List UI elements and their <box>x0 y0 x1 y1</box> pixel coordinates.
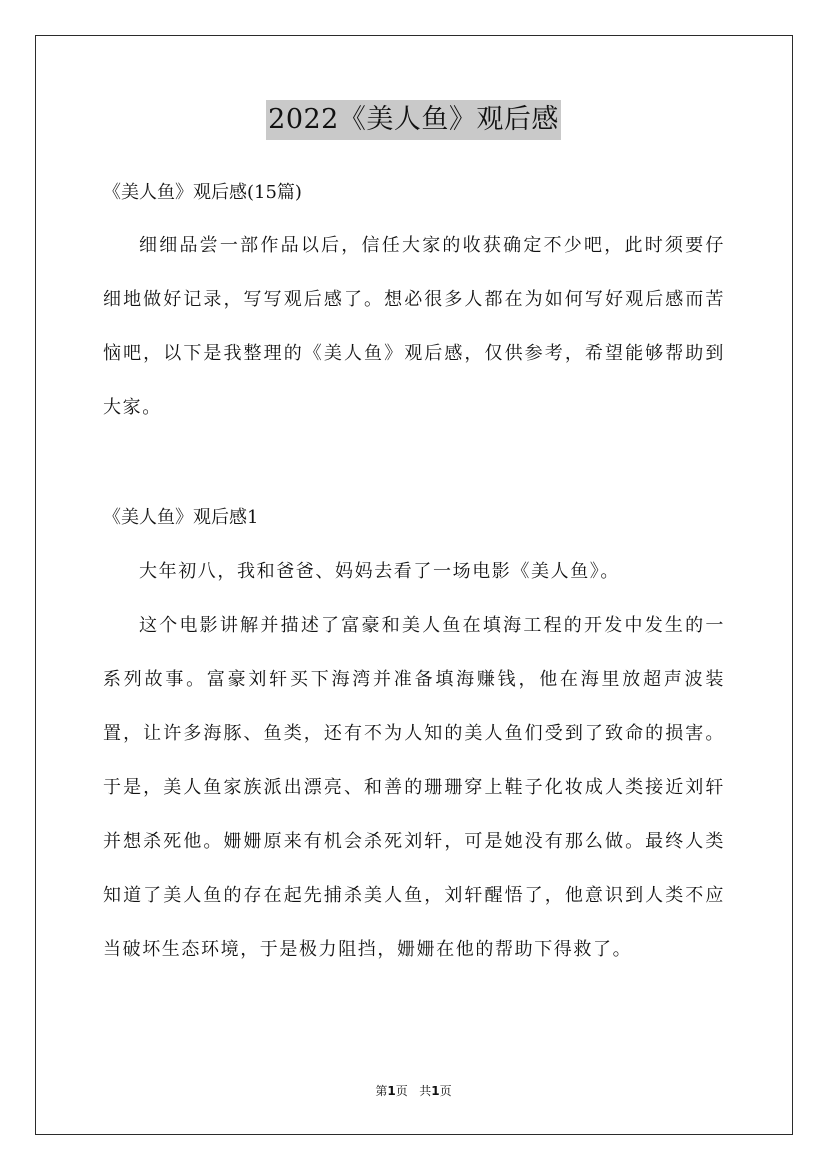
intro-paragraph: 细细品尝一部作品以后，信任大家的收获确定不少吧，此时须要仔细地做好记录，写写观后感了。想必很多人都在为如何写好观后感而苦恼吧，以下是我整理的《美人鱼》观后感，仅供参考，希望能够帮助到大家。 <box>103 235 725 418</box>
page-footer <box>0 1083 827 1099</box>
document-subtitle: 《美人鱼》观后感(15篇) <box>103 182 302 203</box>
section-paragraph-2: 这个电影讲解并描述了富豪和美人鱼在填海工程的开发中发生的一系列故事。富豪刘轩买下海湾并准备填海赚钱，他在海里放超声波装置，让许多海豚、鱼类，还有不为人知的美人鱼们受到了致命的损害。于是，美人鱼家族派出漂亮、和善的珊珊穿上鞋子化妆成人类接近刘轩并想杀死他。姗姗原来有机会杀死刘轩，可是她没有那么做。最终人类知道了美人鱼的存在起先捕杀美人鱼，刘轩醒悟了，他意识到人类不应当破坏生态环境，于是极力阻挡，姗姗在他的帮助下得救了。 <box>103 615 725 960</box>
section-heading: 《美人鱼》观后感1 <box>103 507 259 528</box>
total-label-suffix: 页 <box>439 1084 452 1098</box>
page-label-suffix: 页 <box>395 1084 408 1098</box>
section-paragraph-1: 大年初八，我和爸爸、妈妈去看了一场电影《美人鱼》。 <box>139 561 620 582</box>
document-title: 2022《美人鱼》观后感 <box>266 100 561 140</box>
total-label-prefix: 共 <box>419 1084 432 1098</box>
page-label-prefix: 第 <box>375 1084 388 1098</box>
page-number: 1 <box>387 1084 396 1098</box>
total-pages: 1 <box>431 1084 440 1098</box>
title-container <box>0 100 827 140</box>
